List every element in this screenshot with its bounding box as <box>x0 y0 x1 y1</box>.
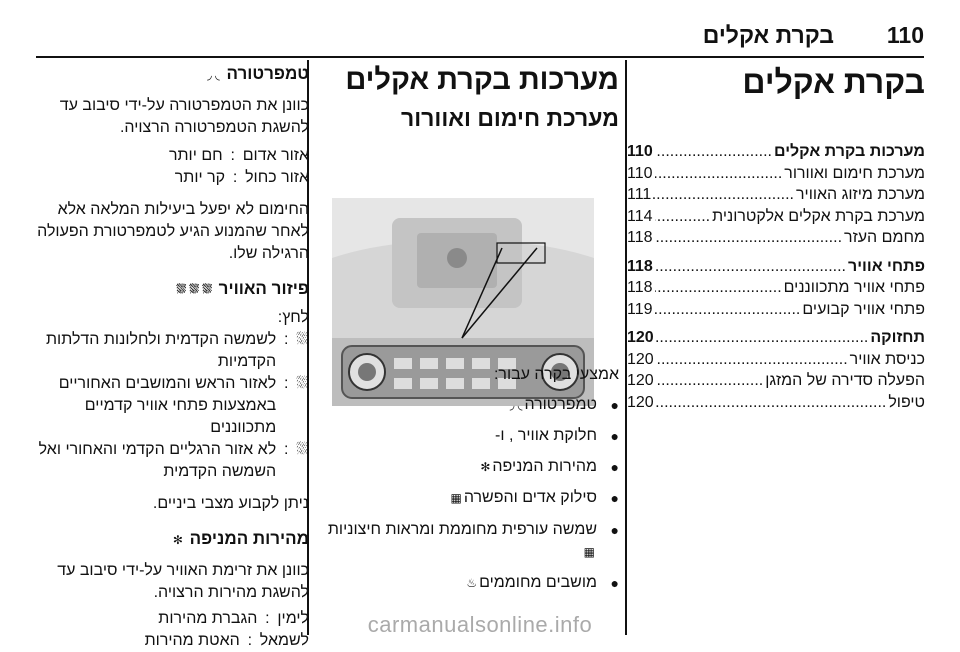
page-header <box>36 22 924 58</box>
toc-leader <box>653 186 794 204</box>
toc-entry[interactable] <box>627 143 925 165</box>
air-mode-icon: ⛆ <box>296 375 309 393</box>
toc-entry-page: 110 <box>627 143 653 160</box>
bullet-dot: ● <box>610 521 619 538</box>
toc-leader <box>656 329 869 347</box>
toc-entry-label: הפעלה סדירה של המזגן <box>765 372 925 389</box>
toc-leader <box>656 351 848 369</box>
toc-entry-page: 120 <box>627 393 654 411</box>
toc-leader <box>655 165 783 183</box>
fan-icon: ✻ <box>172 532 183 547</box>
control-icon: ♨ <box>466 575 478 590</box>
temperature-defs <box>24 145 309 189</box>
definition-colon: : <box>283 441 289 459</box>
subsection-title: מערכת חימום ואוורור <box>400 105 619 131</box>
toc-entry-page: 118 <box>627 229 653 246</box>
toc-entry[interactable] <box>627 208 925 230</box>
bullet-item <box>327 394 619 416</box>
toc-leader <box>656 372 764 390</box>
systems-column <box>327 58 619 592</box>
air-mode-icons: ⛆ ⛆ ⛆ <box>176 282 212 297</box>
table-of-contents <box>627 143 925 415</box>
temp-arrows-icon: ◟ ◞ <box>207 67 220 82</box>
toc-entry-label: מערכת מיזוג האוויר <box>795 186 925 203</box>
definition-colon: : <box>265 609 270 627</box>
toc-entry-label: מחמם העזר <box>844 229 925 246</box>
bullet-item <box>327 572 619 594</box>
page-number: 110 <box>886 22 924 48</box>
toc-entry-label: פתחי אוויר מתכווננים <box>783 279 925 296</box>
toc-leader <box>655 279 782 297</box>
definition-value: לשמשה הקדמית ולחלונות הדלתות הקדמיות <box>46 331 277 371</box>
definition-row <box>24 373 309 439</box>
toc-entry[interactable] <box>627 229 925 251</box>
toc-entry-label: מערכת חימום ואוורור <box>784 164 925 182</box>
controls-intro: אמצעי בקרה עבור: <box>493 366 619 383</box>
toc-entry[interactable] <box>627 258 925 280</box>
air-mode-icon: ⛆ <box>296 331 309 349</box>
bullet-item <box>327 519 619 563</box>
toc-entry[interactable] <box>627 394 925 416</box>
toc-entry[interactable] <box>627 165 925 187</box>
temperature-note: החימום לא יפעל ביעילות המלאה אלא לאחר שהמנוע הגיע לטמפרטורת הפעולה הרגילה שלו. <box>37 200 309 262</box>
control-icon: ✻ <box>480 460 491 475</box>
toc-entry-page: 110 <box>627 164 653 182</box>
definition-value: לא אזור הרגליים הקדמי והאחורי ואל השמשה הקדמית <box>38 441 277 481</box>
toc-entry-page: 119 <box>627 300 653 318</box>
toc-entry[interactable] <box>627 186 925 208</box>
toc-entry-page: 120 <box>627 350 654 368</box>
bullet-text: מושבים מחוממים♨ <box>464 572 597 594</box>
toc-entry-label: כניסת אוויר <box>849 350 925 368</box>
definition-colon: : <box>232 168 238 186</box>
air-defs <box>24 329 309 483</box>
temperature-text: כוונן את הטמפרטורה על-ידי סיבוב עד להשגת הטמפרטורה הרצויה. <box>59 96 309 136</box>
toc-entry[interactable] <box>627 372 925 394</box>
definition-key: לשמאל <box>259 631 309 649</box>
controls-list <box>327 364 619 603</box>
fan-text: כוונן את זרימת האוויר על-ידי סיבוב עד להשגת מהירות הרצויה. <box>57 561 309 601</box>
air-mode-icon: ⛆ <box>296 441 309 459</box>
toc-leader <box>655 208 711 226</box>
toc-entry-label: מערכות בקרת אקלים <box>774 143 925 160</box>
bullet-dot: ● <box>610 574 619 591</box>
temperature-heading <box>24 62 309 87</box>
bullet-text: סילוק אדים והפשרה▦ <box>449 487 598 509</box>
control-icon: ▦ <box>583 544 595 559</box>
toc-entry-label: תחזוקה <box>870 329 925 346</box>
toc-leader <box>655 143 772 161</box>
control-icon: ▦ <box>450 491 462 506</box>
toc-entry[interactable] <box>627 301 925 323</box>
section-title: מערכות בקרת אקלים <box>345 64 619 96</box>
controls-detail-column <box>24 58 309 652</box>
definition-value: הגברת מהירות <box>158 609 258 627</box>
definition-colon: : <box>283 331 289 349</box>
toc-entry[interactable] <box>627 351 925 373</box>
definition-key: לימין <box>277 609 309 627</box>
bullet-text: מהירות המניפה✻ <box>478 456 597 478</box>
fan-speed-heading-text: מהירות המניפה <box>189 529 309 549</box>
definition-row <box>24 329 309 373</box>
definition-colon: : <box>247 631 253 649</box>
toc-leader <box>655 301 801 319</box>
toc-entry-page: 120 <box>627 372 654 389</box>
bullet-item <box>327 487 619 509</box>
toc-entry-label: פתחי אוויר <box>847 257 925 275</box>
bullet-text: חלוקת אוויר , ו- <box>495 427 597 445</box>
definition-row <box>24 167 309 189</box>
definition-row <box>24 439 309 483</box>
bullet-item <box>327 425 619 447</box>
toc-entry[interactable] <box>627 279 925 301</box>
definition-row <box>24 145 309 167</box>
bullet-text: טמפרטורה◟ ◞ <box>508 394 597 416</box>
toc-entry-page: 118 <box>627 279 653 296</box>
toc-entry-page: 111 <box>627 186 652 203</box>
toc-leader <box>655 258 846 276</box>
toc-column <box>627 58 925 415</box>
toc-entry-label: מערכת בקרת אקלים אלקטרונית <box>712 207 925 225</box>
bullet-dot: ● <box>610 428 619 445</box>
fan-speed-heading <box>24 527 309 552</box>
watermark: carmanualsonline.info <box>367 612 593 637</box>
bullet-dot: ● <box>610 459 619 476</box>
bullet-item <box>327 456 619 478</box>
air-distribution-heading <box>24 277 309 302</box>
air-intro: לחץ: <box>277 309 309 327</box>
definition-colon: : <box>230 146 235 164</box>
definition-value: לאזור הראש והמושבים האחוריים באמצעות פתחי אוויר קדמיים מתכווננים <box>58 375 277 437</box>
definition-key: אזור כחול <box>245 168 309 186</box>
definition-value: האטת מהירות <box>144 631 240 649</box>
toc-entry-label: פתחי אוויר קבועים <box>802 300 925 318</box>
bullet-dot: ● <box>610 490 619 507</box>
definition-colon: : <box>283 375 289 393</box>
definition-key: אזור אדום <box>242 146 309 164</box>
bullet-text: שמשה עורפית מחוממת ומראות חיצוניות▦ <box>327 519 597 563</box>
chapter-title: בקרת אקלים <box>742 64 925 100</box>
temperature-heading-text: טמפרטורה <box>226 64 309 83</box>
toc-leader <box>655 229 843 247</box>
toc-entry-page: 118 <box>627 257 653 275</box>
toc-entry-page: 114 <box>627 207 653 225</box>
header-title: בקרת אקלים <box>702 22 834 48</box>
toc-leader <box>656 394 887 412</box>
air-note: ניתן לקבוע מצבי ביניים. <box>152 495 309 513</box>
toc-entry-page: 120 <box>627 329 654 346</box>
air-distribution-heading-text: פיזור האוויר <box>218 278 309 298</box>
control-icon: ◟ ◞ <box>509 398 523 412</box>
toc-entry[interactable] <box>627 329 925 351</box>
bullet-dot: ● <box>610 397 619 413</box>
definition-value: קר יותר <box>174 168 226 186</box>
definition-value: חם יותר <box>168 146 223 164</box>
toc-entry-label: טיפול <box>888 393 925 411</box>
